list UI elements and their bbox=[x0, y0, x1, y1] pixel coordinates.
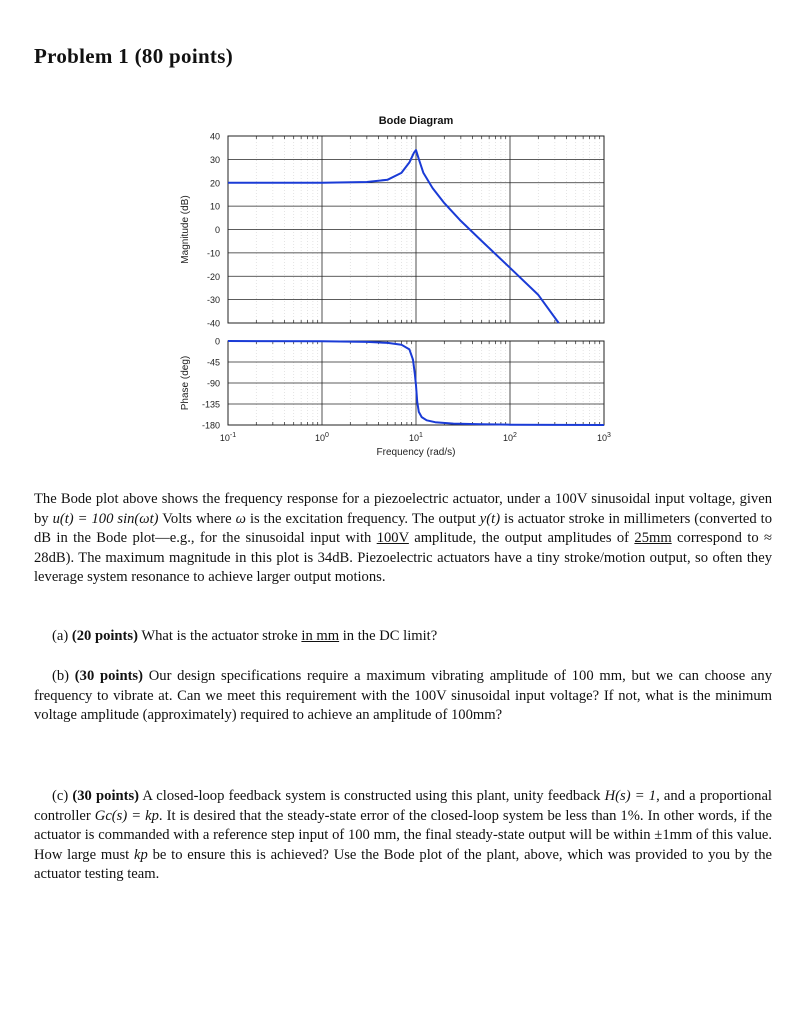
y-tick-label: 0 bbox=[214, 336, 220, 347]
y-tick-label: 10 bbox=[209, 201, 220, 212]
y-tick-label: -30 bbox=[206, 295, 220, 306]
x-tick-label bbox=[220, 432, 236, 443]
chart-title: Bode Diagram bbox=[378, 115, 454, 127]
intro-paragraph: The Bode plot above shows the frequency response for a piezoelectric actuator, under a 100V sinusoidal input voltage, given by u(t) = 100 sin(ωt) Volts where ω is the excitation frequency. The output y(t) is actuator stroke in millimeters (converted to dB in the Bode plot—e.g., for the sinusoidal input with 100V amplitude, the output amplitudes of 25mm correspond to ≈ 28dB). The maximum magnitude in this plot is 34dB. Piezoelectric actuators have a tiny stroke/motion output, so often they leverage system resonance to achieve larger output motions. bbox=[34, 491, 772, 586]
y-axis-label: Magnitude (dB) bbox=[180, 195, 191, 264]
y-tick-label: -180 bbox=[201, 420, 220, 431]
y-tick-label: -135 bbox=[201, 399, 220, 410]
x-tick-exponent: 1 bbox=[419, 432, 423, 439]
x-tick-base: 10 bbox=[503, 433, 514, 443]
x-tick-base: 10 bbox=[219, 433, 230, 443]
y-tick-label: 0 bbox=[214, 225, 220, 235]
x-tick-label bbox=[597, 432, 611, 443]
question-b: (b) (30 points) Our design specifications require a maximum vibrating amplitude of 100 mm, but we can choose any frequency to vibrate at. Can we meet this requirement with the 100V sinusoidal input voltage? If not, what is the minimum voltage amplitude (approximately) required to achieve an amplitude of 100mm? bbox=[34, 668, 773, 724]
y-tick-label: -45 bbox=[206, 357, 220, 368]
problem-title: Problem 1 (80 points) bbox=[34, 44, 233, 68]
question-c: (c) (30 points) A closed-loop feedback system is constructed using this plant, unity feedback H(s) = 1, and a proportional controller Gc(s) = kp. It is desired that the steady-state error of the closed-loop system be less than 1%. In other words, if the actuator is commanded with a reference step input of 100 mm, the final steady-state output will be within ±1mm of this value. How large must kp be to ensure this is achieved? Use the Bode plot of the plant, above, which was provided to you by the actuator testing team. bbox=[34, 788, 772, 883]
x-tick-label bbox=[409, 432, 423, 443]
x-tick-label bbox=[315, 432, 329, 443]
bode-diagram bbox=[0, 0, 811, 470]
y-tick-label: -20 bbox=[206, 271, 220, 282]
x-tick-exponent: -1 bbox=[229, 432, 237, 439]
x-axis-label: Frequency (rad/s) bbox=[376, 447, 456, 458]
y-tick-label: 20 bbox=[209, 178, 220, 189]
y-tick-label: 30 bbox=[209, 154, 220, 165]
x-tick-exponent: 0 bbox=[325, 432, 329, 439]
x-tick-base: 10 bbox=[315, 433, 326, 443]
y-axis-label: Phase (deg) bbox=[180, 355, 191, 411]
input-equation: u(t) = 100 sin(ωt) bbox=[52, 510, 159, 527]
x-tick-base: 10 bbox=[409, 433, 420, 443]
y-tick-label: -90 bbox=[206, 378, 220, 389]
x-tick-exponent: 2 bbox=[513, 432, 517, 439]
x-tick-base: 10 bbox=[597, 433, 608, 443]
y-tick-label: -10 bbox=[206, 248, 220, 259]
x-tick-label bbox=[503, 432, 517, 443]
question-a: (a) (20 points) What is the actuator stroke in mm in the DC limit? bbox=[52, 628, 438, 644]
x-tick-exponent: 3 bbox=[607, 432, 611, 439]
y-tick-label: -40 bbox=[206, 318, 220, 329]
y-tick-label: 40 bbox=[209, 131, 220, 142]
